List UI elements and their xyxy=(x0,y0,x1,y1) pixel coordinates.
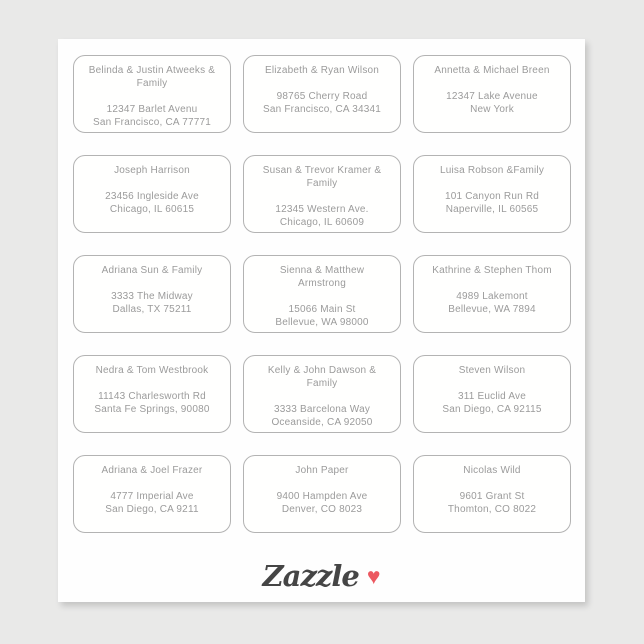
address-line2: Dallas, TX 75211 xyxy=(112,304,192,315)
address-block xyxy=(250,90,394,116)
address-label xyxy=(413,255,571,333)
address-label xyxy=(413,155,571,233)
address-label xyxy=(243,255,401,333)
address-block xyxy=(80,290,224,316)
recipient-name: Steven Wilson xyxy=(458,365,526,376)
recipient-name: Adriana & Joel Frazer xyxy=(101,465,203,476)
address-line1: 311 Euclid Ave xyxy=(457,391,527,402)
address-line1: 12345 Western Ave. xyxy=(275,204,369,215)
recipient-name: Susan & Trevor Kramer & Family xyxy=(262,165,382,189)
address-line2: Bellevue, WA 98000 xyxy=(275,317,369,328)
address-block xyxy=(80,390,224,416)
address-line2: Santa Fe Springs, 90080 xyxy=(94,404,210,415)
address-block xyxy=(250,303,394,329)
address-block xyxy=(420,490,564,516)
address-block xyxy=(80,490,224,516)
address-line1: 9400 Hampden Ave xyxy=(276,491,368,502)
address-line1: 3333 Barcelona Way xyxy=(273,404,371,415)
address-line2: Oceanside, CA 92050 xyxy=(271,417,373,428)
address-label xyxy=(413,355,571,433)
address-line1: 101 Canyon Run Rd xyxy=(444,191,539,202)
address-line2: New York xyxy=(470,104,514,115)
address-line1: 15066 Main St xyxy=(288,304,356,315)
recipient-name: Annetta & Michael Breen xyxy=(434,65,550,76)
address-block xyxy=(420,290,564,316)
address-label xyxy=(243,455,401,533)
recipient-name: John Paper xyxy=(295,465,349,476)
address-line2: Thomton, CO 8022 xyxy=(447,504,537,515)
address-line1: 3333 The Midway xyxy=(111,291,193,302)
address-block xyxy=(250,203,394,229)
address-line2: San Diego, CA 92115 xyxy=(442,404,542,415)
address-label xyxy=(413,455,571,533)
address-line2: Chicago, IL 60609 xyxy=(279,217,365,228)
address-block xyxy=(420,390,564,416)
address-label xyxy=(73,255,231,333)
address-label xyxy=(243,155,401,233)
address-line1: 23456 Ingleside Ave xyxy=(105,191,199,202)
address-block xyxy=(80,190,224,216)
address-block xyxy=(420,90,564,116)
address-label xyxy=(243,55,401,133)
address-line1: 12347 Barlet Avenu xyxy=(106,104,198,115)
address-line2: San Diego, CA 9211 xyxy=(105,504,199,515)
address-line2: San Francisco, CA 34341 xyxy=(263,104,381,115)
address-label xyxy=(73,455,231,533)
address-line2: Denver, CO 8023 xyxy=(281,504,363,515)
label-grid xyxy=(73,55,571,533)
address-label xyxy=(73,55,231,133)
recipient-name: Nicolas Wild xyxy=(463,465,521,476)
address-line1: 9601 Grant St xyxy=(459,491,525,502)
address-line1: 4989 Lakemont xyxy=(456,291,528,302)
recipient-name: Kelly & John Dawson & Family xyxy=(267,365,377,389)
heart-icon: ♥ xyxy=(366,563,381,589)
address-line2: Chicago, IL 60615 xyxy=(109,204,195,215)
recipient-name: Elizabeth & Ryan Wilson xyxy=(264,65,380,76)
recipient-name: Sienna & Matthew Armstrong xyxy=(279,265,365,289)
recipient-name: Luisa Robson &Family xyxy=(439,165,545,176)
address-line1: 12347 Lake Avenue xyxy=(446,91,538,102)
address-block xyxy=(420,190,564,216)
address-block xyxy=(80,103,224,129)
address-block xyxy=(250,403,394,429)
address-label xyxy=(413,55,571,133)
recipient-name: Kathrine & Stephen Thom xyxy=(432,265,552,276)
address-line1: 4777 Imperial Ave xyxy=(110,491,194,502)
address-line1: 11143 Charlesworth Rd xyxy=(98,391,206,402)
recipient-name: Adriana Sun & Family xyxy=(101,265,203,276)
address-label xyxy=(243,355,401,433)
label-sheet xyxy=(58,39,585,602)
recipient-name: Joseph Harrison xyxy=(114,165,190,176)
address-line2: San Francisco, CA 77771 xyxy=(93,117,211,128)
address-line1: 98765 Cherry Road xyxy=(276,91,368,102)
address-block xyxy=(250,490,394,516)
address-label xyxy=(73,355,231,433)
recipient-name: Nedra & Tom Westbrook xyxy=(95,365,209,376)
address-line2: Naperville, IL 60565 xyxy=(445,204,539,215)
brand-footer xyxy=(58,559,585,601)
recipient-name: Belinda & Justin Atweeks & Family xyxy=(88,65,216,89)
address-label xyxy=(73,155,231,233)
zazzle-logo: Zazzle xyxy=(262,559,359,593)
address-line2: Bellevue, WA 7894 xyxy=(448,304,536,315)
